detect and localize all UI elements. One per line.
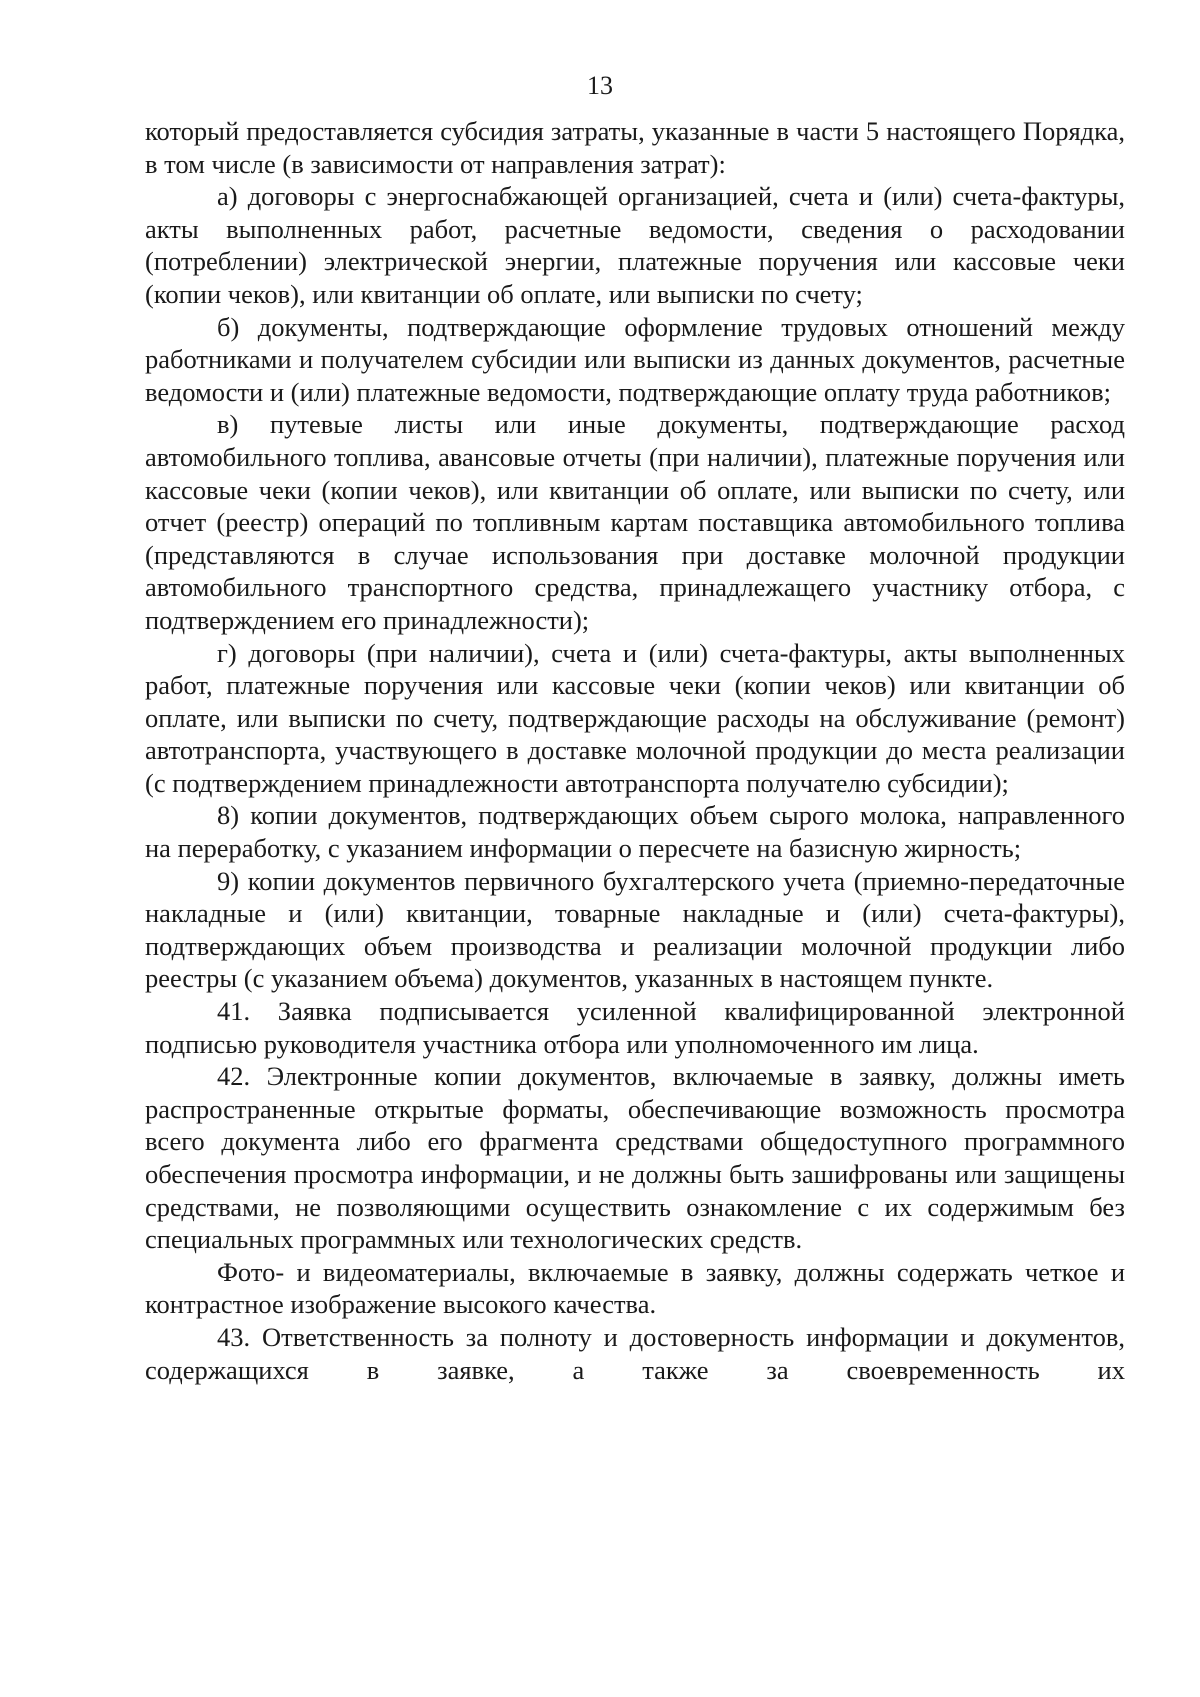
- paragraph-item-9: 9) копии документов первичного бухгалтерского учета (приемно-передаточные накладные и (или) квитанции, товарные накладные и (или) счета-фактуры), подтверждающих объем производства и реализации молочной продукции либо реестры (с указанием объема) документов, указанных в настоящем пункте.: [145, 865, 1125, 994]
- paragraph-continuation: который предоставляется субсидия затраты, указанные в части 5 настоящего Порядка, в том числе (в зависимости от направления затрат):: [145, 116, 1125, 179]
- page-number: 13: [587, 71, 613, 100]
- paragraph-item-v: в) путевые листы или иные документы, подтверждающие расход автомобильного топлива, авансовые отчеты (при наличии), платежные поручения или кассовые чеки (копии чеков), или квитанции об оплате, или выписки по счету, или отчет (реестр) операций по топливным картам поставщика автомобильного топлива (представляются в случае использования при доставке молочной продукции автомобильного транспортного средства, принадлежащего участнику отбора, с подтверждением его принадлежности);: [145, 409, 1125, 635]
- paragraph-item-b: б) документы, подтверждающие оформление трудовых отношений между работниками и получателем субсидии или выписки из данных документов, расчетные ведомости и (или) платежные ведомости, подтверждающие оплату труда работников;: [145, 311, 1125, 407]
- paragraph-clause-42: 42. Электронные копии документов, включаемые в заявку, должны иметь распространенные открытые форматы, обеспечивающие возможность просмотра всего документа либо его фрагмента средствами общедоступного программного обеспечения просмотра информации, и не должны быть зашифрованы или защищены средствами, не позволяющими осуществить ознакомление с их содержимым без специальных программных или технологических средств.: [145, 1061, 1125, 1255]
- paragraph-clause-41: 41. Заявка подписывается усиленной квалифицированной электронной подписью руководителя участника отбора или уполномоченного им лица.: [145, 996, 1125, 1059]
- paragraph-clause-43: 43. Ответственность за полноту и достоверность информации и документов, содержащихся в заявке, а также за своевременность их: [145, 1321, 1125, 1385]
- paragraph-item-g: г) договоры (при наличии), счета и (или) счета-фактуры, акты выполненных работ, платежные поручения или кассовые чеки (копии чеков) или квитанции об оплате, или выписки по счету, подтверждающие расходы на обслуживание (ремонт) автотранспорта, участвующего в доставке молочной продукции до места реализации (с подтверждением принадлежности автотранспорта получателю субсидии);: [145, 637, 1125, 798]
- document-body: [145, 115, 1125, 1386]
- paragraph-item-8: 8) копии документов, подтверждающих объем сырого молока, направленного на переработку, с указанием информации о пересчете на базисную жирность;: [145, 800, 1125, 864]
- paragraph-item-a: а) договоры с энергоснабжающей организацией, счета и (или) счета-фактуры, акты выполненных работ, расчетные ведомости, сведения о расходовании (потреблении) электрической энергии, платежные поручения или кассовые чеки (копии чеков), или квитанции об оплате, или выписки по счету;: [145, 181, 1125, 309]
- paragraph-photo-video: Фото- и видеоматериалы, включаемые в заявку, должны содержать четкое и контрастное изображение высокого качества.: [145, 1256, 1125, 1320]
